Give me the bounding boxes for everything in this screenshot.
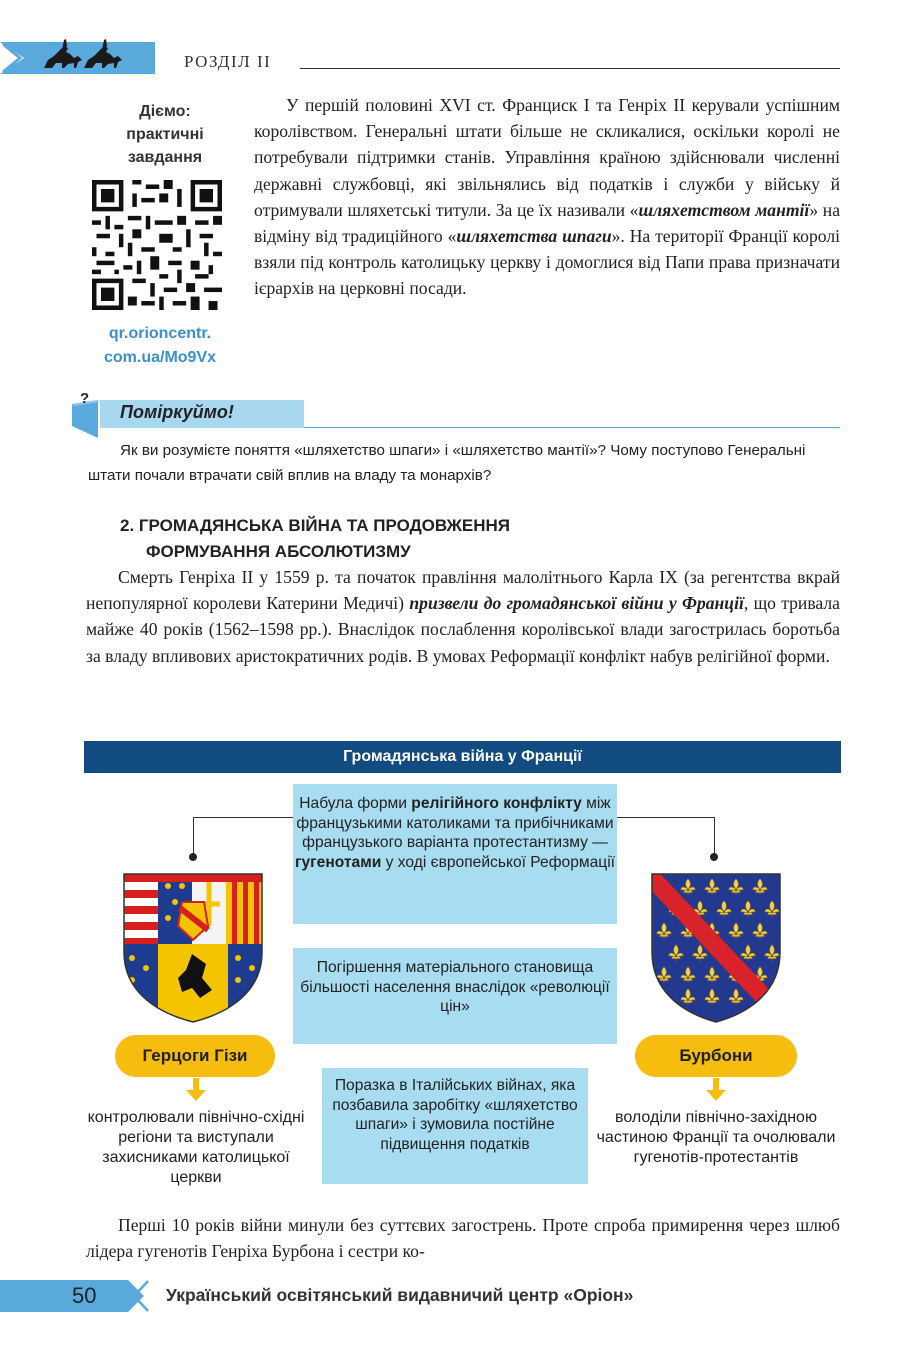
cause-box-religious-term-huguenots: гугенотами: [295, 853, 382, 871]
guise-description: контролювали північно-східні регіони та виступали захисниками католицької церкви: [87, 1109, 305, 1186]
cause-box-italian-wars: Поразка в Італійських війнах, яка позбавила заробітку «шляхетство шпаги» і зумовила постійне підвищення податків: [322, 1068, 588, 1184]
think-question-text: Як ви розумієте поняття «шляхетство шпаги» і «шляхетство мантії»? Чому поступово Генеральні штати почали втрачати свій вплив на владу та монархів?: [88, 442, 806, 484]
intro-text-2: » на відміну від традиційного «: [254, 199, 840, 247]
section-heading-line-2: ФОРМУВАННЯ АБСОЛЮТИЗМУ: [146, 542, 411, 561]
svg-text:?: ?: [80, 392, 90, 407]
connector-left-dot: [189, 853, 197, 861]
cause-box-economic: Погіршення матеріального становища більшості населення внаслідок «революції цін»: [293, 948, 617, 1044]
closing-paragraph: Перші 10 років війни минули без суттєвих загострень. Проте спроба примирення через шлюб лідера гугенотів Генріха Бурбона і сестри ко-: [86, 1215, 840, 1262]
cause-box-religious-term-conflict: релігійного конфлікту: [411, 795, 582, 812]
section-text-1: Смерть Генріха ІІ у 1559 р. та початок правління малолітнього Карла ІХ (за регентства вкрай непопулярної королеви Катерини Медичі): [86, 567, 840, 614]
bourbon-description: володіли північно-західною частиною Франції та очолювали гугенотів-протестантів: [596, 1109, 836, 1166]
think-underline: [304, 427, 840, 428]
sidebar-title: Діємо: практичні завдання: [126, 103, 204, 166]
cause-box-religious: [293, 784, 617, 924]
bourbon-coat-of-arms-icon: [650, 872, 782, 1024]
section-heading: [120, 513, 510, 565]
section-emphasis: призвели до громадянської війни у Франції: [409, 593, 744, 614]
connector-right-h: [617, 817, 715, 818]
page-number: 50: [72, 1283, 97, 1308]
arrow-down-icon: [705, 1078, 727, 1102]
cause-box-religious-text-e: у ході європейської Реформації: [381, 853, 615, 871]
cause-box-religious-text-c: між французькими католиками та прибічниками французького варіанта протестантизму —: [296, 795, 614, 852]
cause-box-religious-text-a: Набула форми: [299, 795, 412, 812]
section-heading-line-1: 2. ГРОМАДЯНСЬКА ВІЙНА ТА ПРОДОВЖЕННЯ: [120, 516, 511, 535]
think-title: Поміркуймо!: [120, 402, 234, 422]
guise-label: Герцоги Гізи: [115, 1035, 275, 1077]
intro-text-3: ». На території Франції королі взяли під контроль католицьку церкву і домоглися від Папи права призначати ієрархів на церковні посади.: [254, 226, 841, 299]
term-sword-nobility: шляхетства шпаги: [456, 226, 612, 247]
bourbon-label: Бурбони: [635, 1035, 797, 1077]
connector-right-v: [714, 817, 715, 857]
connector-left-v: [193, 817, 194, 857]
section-label: РОЗДІЛ ІІ: [184, 52, 272, 71]
question-mark-icon: [70, 392, 102, 438]
qr-code[interactable]: [92, 180, 222, 310]
intro-paragraph: [254, 92, 840, 302]
diagram-title: Громадянська війна у Франції: [84, 741, 841, 773]
qr-link[interactable]: qr.orioncentr. com.ua/Mo9Vx: [103, 325, 217, 366]
connector-left-h: [193, 817, 293, 818]
horse-riders-icon: [40, 36, 130, 76]
chevron-right-icon: [0, 0, 30, 80]
section-text-2: , що тривала майже 40 років (1562–1598 рр.). Внаслідок послаблення королівської влади загострилась боротьба за владу впливових аристократичних родів. В умовах Реформації конфлікт набув релігійної форми.: [86, 593, 840, 666]
section-paragraph: [86, 564, 840, 669]
intro-text-1: У першій половині XVI ст. Франциск І та Генріх ІІ керували успішним королівством. Генеральні штати більше не скликалися, оскільки королі не потребували підтримки станів. Управління країною здійснювали численні державні службовці, які звільнялись від податків і служби у війську й отримували шляхетські титули. За це їх називали «: [254, 95, 840, 220]
publisher-name: Український освітянський видавничий центр «Оріон»: [166, 1285, 634, 1305]
arrow-down-icon: [185, 1078, 207, 1102]
connector-right-dot: [710, 853, 718, 861]
term-mantle-nobility: шляхетством мантії: [638, 199, 810, 220]
chevron-left-icon: [128, 1280, 150, 1312]
header-rule: [300, 68, 840, 69]
guise-coat-of-arms-icon: [122, 872, 264, 1024]
